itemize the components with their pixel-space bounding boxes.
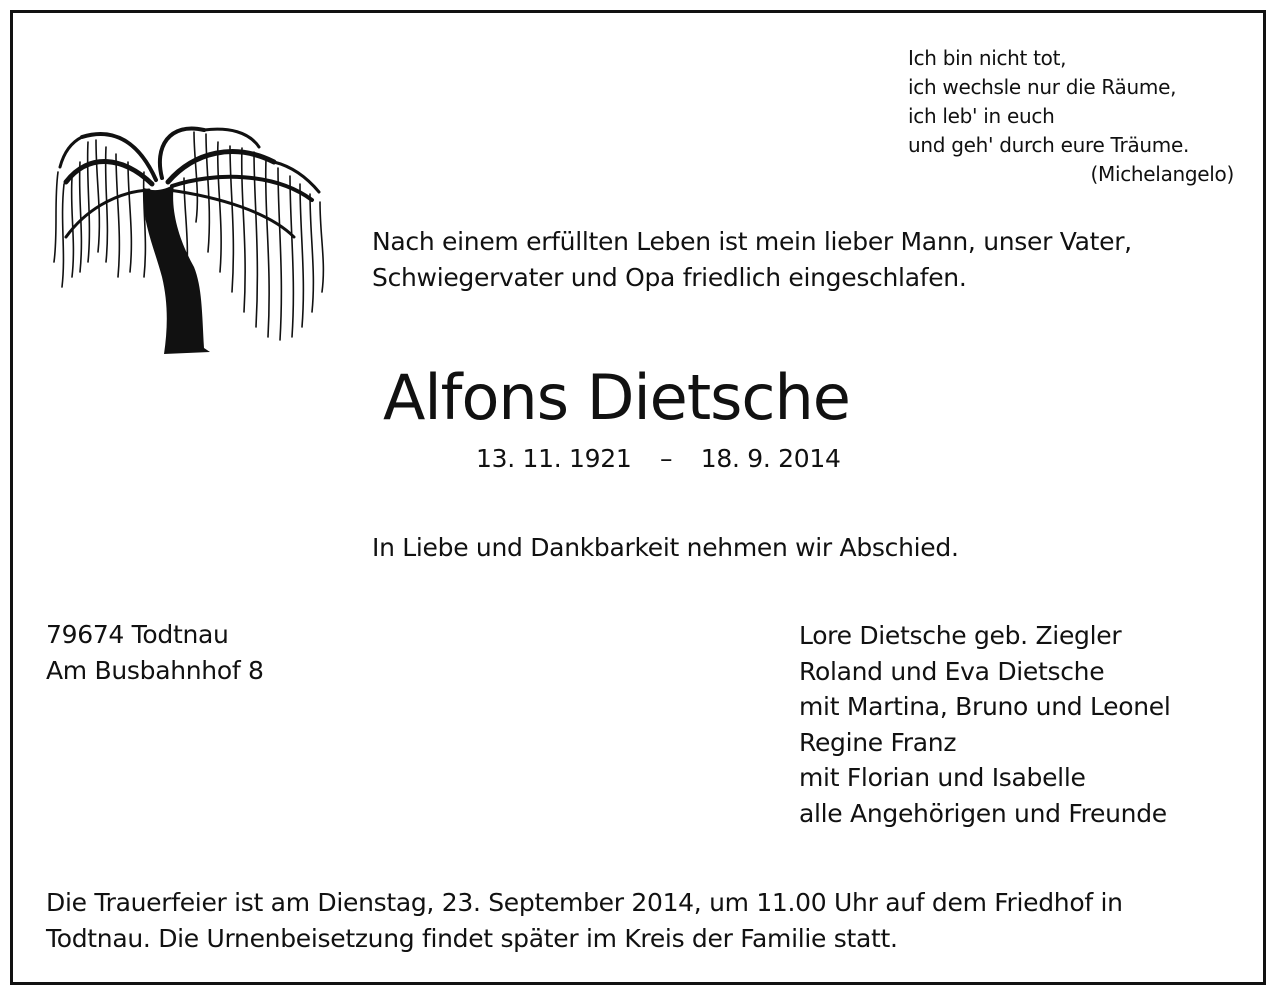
- ceremony-line: Die Trauerfeier ist am Dienstag, 23. September 2014, um 11.00 Uhr auf dem Friedhof in: [46, 888, 1123, 917]
- intro-line: Nach einem erfüllten Leben ist mein lieber Mann, unser Vater,: [372, 227, 1132, 256]
- poem-author: (Michelangelo): [1090, 162, 1234, 186]
- farewell-text: In Liebe und Dankbarkeit nehmen wir Abschied.: [372, 533, 959, 562]
- intro-text: [372, 224, 1252, 296]
- poem-line: ich wechsle nur die Räume,: [908, 75, 1177, 99]
- death-date: 18. 9. 2014: [700, 444, 841, 473]
- ceremony-info: [46, 885, 1246, 957]
- date-separator: –: [659, 444, 673, 473]
- ceremony-line: Todtnau. Die Urnenbeisetzung findet später im Kreis der Familie statt.: [46, 924, 898, 953]
- mourner-line: mit Florian und Isabelle: [799, 763, 1086, 792]
- address-line: 79674 Todtnau: [46, 620, 229, 649]
- mourner-line: Regine Franz: [799, 727, 957, 757]
- deceased-name: Alfons Dietsche: [383, 361, 850, 434]
- poem-quote: [908, 44, 1238, 189]
- mourner-line: Lore Dietsche geb. Ziegler: [799, 621, 1122, 650]
- mourner-line: Roland und Eva Dietsche: [799, 656, 1105, 686]
- mourner-line: mit Martina, Bruno und Leonel: [799, 692, 1171, 721]
- birth-date: 13. 11. 1921: [476, 444, 632, 473]
- address-line: Am Busbahnhof 8: [46, 656, 264, 685]
- poem-line: Ich bin nicht tot,: [908, 46, 1067, 70]
- weeping-willow-icon: [44, 112, 334, 358]
- family-address: [46, 617, 264, 689]
- mourner-line: alle Angehörigen und Freunde: [799, 798, 1167, 828]
- intro-line: Schwiegervater und Opa friedlich eingeschlafen.: [372, 263, 967, 292]
- life-dates: [476, 442, 841, 476]
- poem-line: und geh' durch eure Träume.: [908, 133, 1190, 157]
- poem-line: ich leb' in euch: [908, 104, 1055, 128]
- mourners-list: [799, 618, 1171, 831]
